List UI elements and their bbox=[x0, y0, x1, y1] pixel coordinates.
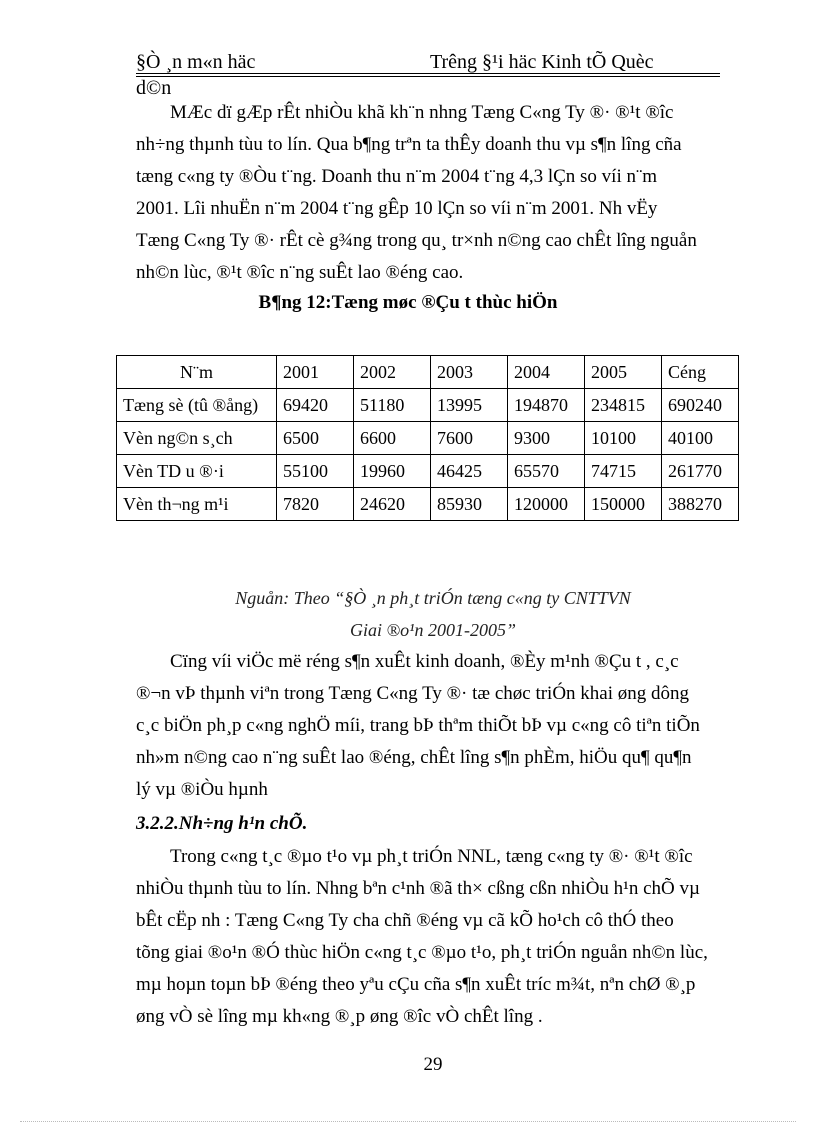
table-cell: 7820 bbox=[277, 488, 354, 521]
paragraph-line: 2001. Lîi nhuËn n¨m 2004 t¨ng gÊp 10 lÇn so víi n¨m 2001. Nh vËy bbox=[136, 198, 658, 219]
table-header-cell: 2001 bbox=[277, 356, 354, 389]
paragraph-line: tõng giai ®o¹n ®Ó thùc hiÖn c«ng t¸c ®µo t¹o, ph¸t triÓn nguån nh©n lùc, bbox=[136, 942, 708, 963]
table-cell: 9300 bbox=[508, 422, 585, 455]
paragraph-line: øng vÒ sè lîng mµ kh«ng ®¸p øng ®îc vÒ chÊt lîng . bbox=[136, 1006, 543, 1027]
table-cell: 10100 bbox=[585, 422, 662, 455]
source-line: Nguån: Theo “§Ò ¸n ph¸t triÓn tæng c«ng ty CNTTVN bbox=[235, 588, 631, 608]
table-header-cell: 2003 bbox=[431, 356, 508, 389]
table-cell: 6600 bbox=[354, 422, 431, 455]
table-cell: 194870 bbox=[508, 389, 585, 422]
table-cell: 51180 bbox=[354, 389, 431, 422]
header-right-text: Trêng §¹i häc Kinh tÕ Quèc bbox=[430, 51, 654, 73]
table-row-label: Vèn TD u ®·i bbox=[117, 455, 277, 488]
table-header-cell: 2002 bbox=[354, 356, 431, 389]
paragraph-line: Tæng C«ng Ty ®· rÊt cè g¾ng trong qu¸ tr×nh n©ng cao chÊt lîng nguån bbox=[136, 230, 697, 251]
table-cell: 24620 bbox=[354, 488, 431, 521]
paragraph-line: nh©n lùc, ®¹t ®îc n¨ng suÊt lao ®éng cao. bbox=[136, 262, 464, 283]
table-cell: 65570 bbox=[508, 455, 585, 488]
table-cell: 6500 bbox=[277, 422, 354, 455]
table-cell: 234815 bbox=[585, 389, 662, 422]
paragraph-line: tæng c«ng ty ®Òu t¨ng. Doanh thu n¨m 2004 t¨ng 4,3 lÇn so víi n¨m bbox=[136, 166, 658, 187]
table-cell: 388270 bbox=[662, 488, 739, 521]
table-cell: 55100 bbox=[277, 455, 354, 488]
table-cell: 13995 bbox=[431, 389, 508, 422]
table-row-label: Tæng sè (tû ®ång) bbox=[117, 389, 277, 422]
paragraph-line: bÊt cËp nh : Tæng C«ng Ty cha chñ ®éng vµ cã kÕ ho¹ch cô thÓ theo bbox=[136, 910, 674, 931]
paragraph-line: nh»m n©ng cao n¨ng suÊt lao ®éng, chÊt lîng s¶n phÈm, hiÖu qu¶ qu¶n bbox=[136, 747, 692, 768]
table-header-cell: 2004 bbox=[508, 356, 585, 389]
table-cell: 19960 bbox=[354, 455, 431, 488]
paragraph-line: Trong c«ng t¸c ®µo t¹o vµ ph¸t triÓn NNL, tæng c«ng ty ®· ®¹t ®îc bbox=[170, 846, 693, 867]
paragraph-line: ®¬n vÞ thµnh viªn trong Tæng C«ng Ty ®· tæ chøc triÓn khai øng dông bbox=[136, 683, 690, 704]
page-number: 29 bbox=[423, 1054, 443, 1075]
table-header-cell: Céng bbox=[662, 356, 739, 389]
table-header-cell: 2005 bbox=[585, 356, 662, 389]
paragraph-line: lý vµ ®iÒu hµnh bbox=[136, 779, 268, 800]
table-cell: 7600 bbox=[431, 422, 508, 455]
table-caption: B¶ng 12:Tæng møc ®Çu t thùc hiÖn bbox=[258, 292, 558, 313]
table-cell: 261770 bbox=[662, 455, 739, 488]
paragraph-line: Cïng víi viÖc më réng s¶n xuÊt kinh doanh, ®Èy m¹nh ®Çu t , c¸c bbox=[170, 651, 679, 672]
table-cell: 85930 bbox=[431, 488, 508, 521]
table-cell: 690240 bbox=[662, 389, 739, 422]
table-row-label: Vèn ng©n s¸ch bbox=[117, 422, 277, 455]
table-cell: 40100 bbox=[662, 422, 739, 455]
table-row bbox=[117, 455, 739, 488]
investment-table bbox=[116, 355, 739, 521]
table-row bbox=[117, 422, 739, 455]
table-cell: 74715 bbox=[585, 455, 662, 488]
header-rule-secondary bbox=[136, 76, 720, 77]
header-left-text: §Ò ¸n m«n häc bbox=[136, 51, 256, 73]
paragraph-line: nhiÒu thµnh tùu to lín. Nhng bªn c¹nh ®ã th× cßng cßn nhiÒu h¹n chÕ vµ bbox=[136, 878, 700, 899]
page-bottom-divider bbox=[20, 1121, 796, 1122]
table-row bbox=[117, 389, 739, 422]
table-row-label: Vèn th¬ng m¹i bbox=[117, 488, 277, 521]
table-cell: 120000 bbox=[508, 488, 585, 521]
source-line: Giai ®o¹n 2001-2005” bbox=[349, 620, 517, 640]
table-cell: 150000 bbox=[585, 488, 662, 521]
table-header-row bbox=[117, 356, 739, 389]
paragraph-line: MÆc dï gÆp rÊt nhiÒu khã kh¨n nhng Tæng C«ng Ty ®· ®¹t ®îc bbox=[170, 102, 674, 123]
table-cell: 69420 bbox=[277, 389, 354, 422]
paragraph-line: mµ hoµn toµn bÞ ®éng theo yªu cÇu cña s¶n xuÊt tríc m¾t, nªn chØ ®¸p bbox=[136, 974, 696, 995]
section-subheading: 3.2.2.Nh÷ng h¹n chÕ. bbox=[136, 813, 308, 834]
table-cell: 46425 bbox=[431, 455, 508, 488]
header-continuation-text: d©n bbox=[136, 77, 172, 99]
table-row bbox=[117, 488, 739, 521]
table-header-cell: N¨m bbox=[117, 356, 277, 389]
paragraph-line: nh÷ng thµnh tùu to lín. Qua b¶ng trªn ta thÊy doanh thu vµ s¶n lîng cña bbox=[136, 134, 682, 155]
header-rule bbox=[136, 73, 720, 74]
paragraph-line: c¸c biÖn ph¸p c«ng nghÖ míi, trang bÞ thªm thiÕt bÞ vµ c«ng cô tiªn tiÕn bbox=[136, 715, 700, 736]
